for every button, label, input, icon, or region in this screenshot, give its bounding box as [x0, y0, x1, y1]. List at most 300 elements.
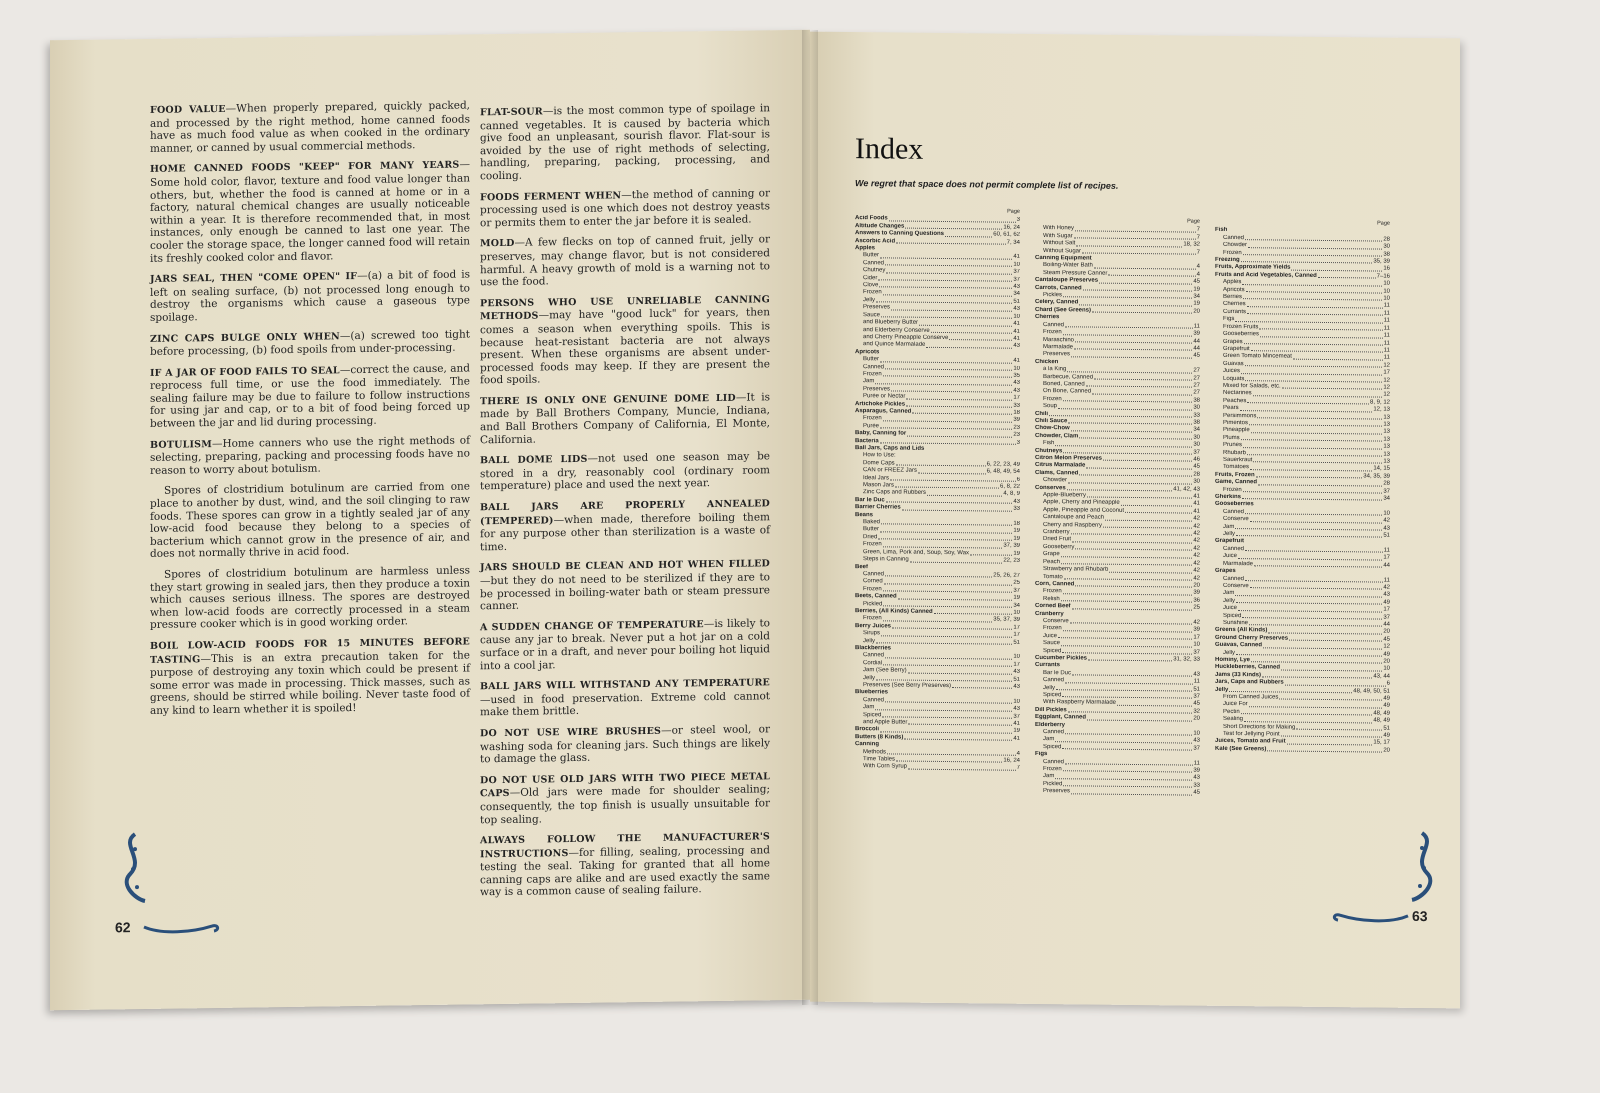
dot-leader [1075, 544, 1192, 551]
index-entry-term: Rhubarb [1223, 449, 1247, 456]
index-entry-pages: 4 [1016, 750, 1020, 757]
index-entry-pages: 19 [1193, 301, 1200, 308]
dot-leader [1065, 322, 1193, 329]
dot-leader [1229, 687, 1352, 694]
paragraph-text: Spores of clostridium botulinum are harmless unless they start growing in sealed jars, then they produce a toxin which causes serious illness. The spores are destroyed when low-acid foods are correctly processed in a steam pressure cooker which is in good working order. [150, 564, 470, 632]
index-entry-pages: 10 [1383, 280, 1390, 287]
index-entry-term: Guavas, Canned [1215, 641, 1263, 649]
index-entry-pages: 22, 23 [1003, 557, 1020, 564]
dot-leader [1061, 559, 1192, 566]
index-entry-pages: 34 [1013, 291, 1020, 298]
dot-leader [1242, 494, 1382, 501]
index-column-3 [1215, 219, 1390, 755]
index-entry-pages: 11 [1383, 547, 1390, 554]
dot-leader [906, 401, 1012, 408]
index-entry-term: Peaches [1223, 397, 1247, 404]
index-entry-pages: 13 [1383, 443, 1390, 450]
index-entry-term: Mason Jars [863, 482, 895, 489]
index-entry-term: Beets, Canned [855, 593, 897, 600]
index-entry-pages: 12 [1383, 377, 1390, 384]
index-entry-term: Jelly [1043, 684, 1056, 691]
index-entry-pages: 43 [1013, 683, 1020, 690]
index-entry-term: Beans [855, 511, 874, 518]
index-entry-pages: 43 [1383, 525, 1390, 532]
dot-leader [1238, 605, 1382, 612]
index-entry-pages: 25, 26, 27 [993, 572, 1020, 579]
index-entry-term: Juice For [1223, 701, 1248, 708]
index-entry-term: Elderberry [1035, 721, 1066, 728]
index-entry-term: Jelly [863, 297, 876, 304]
index-entry-pages: 17 [1383, 554, 1390, 561]
index-entry-term: Preserves [863, 304, 891, 311]
index-entry-term: Grapefruit [1215, 538, 1245, 545]
dot-leader [1063, 396, 1193, 403]
index-entry-term: Ideal Jars [863, 474, 890, 482]
index-entry-pages: 37 [1383, 488, 1390, 495]
index-entry-term: Canning Equipment [1035, 254, 1092, 262]
index-entry [1215, 746, 1390, 755]
paragraph-text: —used in food preservation. Extreme cold cannot make them brittle. [480, 690, 770, 719]
index-entry-pages: 10 [1383, 288, 1390, 295]
index-entry-pages: 33 [1193, 782, 1200, 789]
index-entry-pages: 37 [1193, 745, 1200, 752]
index-entry-term: Test for Jellying Point [1223, 730, 1280, 738]
index-entry-pages: 45 [1193, 352, 1200, 359]
index-entry-term: From Canned Juices [1223, 693, 1279, 701]
dot-leader [1241, 435, 1383, 442]
paragraph-text: —but they do not need to be sterilized if they are to be processed in boiling-water bath or steam pressure canner. [480, 571, 770, 613]
index-entry-term: Frozen [863, 371, 882, 378]
paragraph [150, 362, 470, 430]
index-entry-term: Zinc Caps and Rubbers [863, 489, 927, 497]
index-entry-pages: 10 [1013, 609, 1020, 616]
page-column-header: Page [1007, 208, 1020, 215]
index-entry-pages: 32 [1193, 708, 1200, 715]
dot-leader [1281, 665, 1382, 671]
index-title: Index [855, 132, 924, 166]
index-entry-pages: 42 [1383, 584, 1390, 591]
dot-leader [1062, 692, 1192, 699]
dot-leader [879, 282, 1012, 289]
dot-leader [882, 712, 1012, 719]
paragraph-keyword: PERSONS WHO USE UNRELIABLE CANNING METHODS [480, 293, 770, 323]
index-entry-term: Jelly [863, 637, 876, 644]
index-entry-term: Canned [863, 571, 885, 578]
index-entry-term: Soup [1043, 403, 1058, 410]
index-entry-term: Berries, (All Kinds) Canned [855, 608, 933, 615]
index-entry-term: CAN or FREEZ Jars [863, 467, 918, 474]
index-entry-term: Apple-Blueberry [1043, 492, 1087, 499]
index-entry-term: Chowder [1223, 242, 1248, 249]
left-column-2 [480, 102, 770, 907]
index-entry-pages: 43 [1013, 387, 1020, 394]
index-entry-pages: 27 [1193, 367, 1200, 374]
paragraph-text: —Home canners who use the right methods of selecting, preparing, packing and processing foods have no reason to worry about botulism. [150, 434, 470, 477]
index-entry-pages: 43 [1013, 283, 1020, 290]
dot-leader [1279, 695, 1382, 701]
paragraph [480, 617, 770, 672]
index-entry-term: Ascorbic Acid [855, 237, 896, 245]
paragraph-text: —This is an extra precaution taken for the purpose of destroying any toxin which could be present if some error was made in processing. Thick masses, such as greens, should be stirred while boiling. Never taste food of any kind to learn whether it is spoiled! [150, 649, 470, 717]
dot-leader [883, 616, 993, 623]
index-entry-pages: 10 [1013, 698, 1020, 705]
dot-leader [1245, 509, 1382, 516]
index-entry-term: Without Sugar [1043, 247, 1082, 255]
index-entry-pages: 25 [1193, 604, 1200, 611]
index-entry-pages: 49 [1383, 695, 1390, 702]
index-entry-term: Apple, Pineapple and Coconut [1043, 506, 1125, 514]
index-entry-pages: 38 [1193, 397, 1200, 404]
dot-leader [931, 327, 1013, 333]
index-entry-pages: 33 [1013, 402, 1020, 409]
index-entry-term: Maraschino [1043, 336, 1075, 343]
index-entry-pages: 10 [1383, 665, 1390, 673]
index-entry-pages: 37 [1013, 268, 1020, 276]
dot-leader [1055, 440, 1192, 447]
index-entry-pages: 7 [1196, 234, 1200, 241]
paragraph-text: —Old jars were made for shoulder sealing; consequently, the top finish is usually unsuitable for top sealing. [480, 783, 770, 826]
index-entry-pages: 49 [1383, 703, 1390, 710]
dot-leader [1071, 426, 1193, 433]
index-entry-term: Preserves [863, 385, 891, 393]
index-entry-term: Clove [863, 282, 879, 289]
dot-leader [885, 260, 1012, 267]
index-entry-pages: 10 [1013, 365, 1020, 372]
index-entry-pages: 44 [1383, 621, 1390, 628]
dot-leader [885, 697, 1012, 704]
index-entry-term: Sauce [1043, 640, 1061, 647]
dot-leader [1246, 287, 1383, 294]
index-entry-term: Jelly [1215, 686, 1229, 693]
dot-leader [1268, 628, 1382, 635]
index-entry-term: Sauce [863, 311, 881, 319]
paragraph-text: —It is made by Ball Brothers Company, Muncie, Indiana, and Ball Brothers Company of California, El Monte, California. [480, 391, 771, 446]
index-column-1 [855, 207, 1020, 773]
index-entry-pages: 39 [1193, 589, 1200, 596]
dot-leader [1262, 672, 1372, 679]
dot-leader [1293, 354, 1383, 360]
dot-leader [1061, 552, 1193, 559]
index-entry-term: Bacteria [855, 437, 879, 444]
index-entry-pages: 6 [1386, 680, 1390, 687]
index-entry-pages: 13 [1383, 428, 1390, 436]
index-entry-pages: 4 [1196, 264, 1200, 271]
dot-leader [875, 379, 1012, 386]
index-entry-term: Fish [1043, 440, 1055, 447]
index-entry-term: Marmalade [1223, 560, 1254, 567]
dot-leader [881, 312, 1012, 319]
dot-leader [1067, 485, 1173, 492]
paragraph-keyword: FLAT-SOUR [480, 106, 543, 119]
dot-leader [1318, 273, 1376, 279]
dot-leader [896, 757, 1002, 764]
dot-leader [1075, 226, 1196, 233]
index-entry-term: Nectarines [1223, 390, 1252, 397]
index-entry-term: With Corn Syrup [863, 763, 908, 771]
index-entry-pages: 11 [1193, 323, 1200, 330]
index-entry-term: Clams, Canned [1035, 469, 1079, 477]
dot-leader [883, 586, 1013, 593]
index-entry-pages: 13 [1383, 458, 1390, 465]
index-entry-pages: 16, 24 [1003, 224, 1020, 231]
dot-leader [880, 423, 1012, 430]
index-entry-pages: 11 [1383, 332, 1390, 339]
index-entry-term: Frozen [1223, 486, 1242, 493]
dot-leader [880, 727, 1012, 734]
dot-leader [881, 519, 1012, 526]
index-entry-term: Dried [863, 534, 878, 541]
dot-leader [1253, 391, 1383, 398]
index-entry-pages: 11 [1383, 354, 1390, 361]
dot-leader [1061, 596, 1193, 603]
paragraph-text: —when made, therefore boiling them for any purpose other than sterilization is a waste of time. [480, 510, 770, 554]
index-entry-term: Purée [863, 422, 880, 430]
dot-leader [945, 231, 992, 237]
index-entry-pages: 41 [1193, 508, 1200, 515]
index-entry-pages: 19 [1013, 535, 1020, 542]
open-booklet [50, 35, 1460, 1005]
index-entry-term: Blackberries [855, 645, 892, 652]
index-entry-term: and Elderberry Conserve [863, 326, 930, 334]
dot-leader [1071, 789, 1192, 796]
index-entry-term: Jam [1043, 736, 1055, 743]
index-entry-pages: 37 [1013, 587, 1020, 594]
index-entry-pages: 6, 22, 23, 49 [986, 461, 1020, 468]
index-entry-pages: 28 [1193, 471, 1200, 478]
index-entry-pages: 11 [1383, 310, 1390, 317]
index-entry-term: Cucumber Pickles [1035, 654, 1088, 662]
index-entry-pages: 20 [1383, 658, 1390, 665]
index-entry-pages: 34 [1013, 602, 1020, 609]
index-entry-term: Without Salt [1043, 240, 1076, 247]
dot-leader [1235, 590, 1382, 597]
index-entry-pages: 45 [1193, 278, 1200, 285]
dot-leader [880, 253, 1012, 260]
index-entry-term: Jam [1043, 773, 1055, 780]
index-entry-pages: 51 [1013, 298, 1020, 305]
index-entry-term: Fruits, Frozen [1215, 471, 1255, 479]
dot-leader [1063, 781, 1192, 788]
dot-leader [875, 704, 1012, 711]
dot-leader [1079, 433, 1192, 440]
paragraph [150, 159, 470, 265]
index-entry-term: Steps in Canning [863, 556, 909, 563]
dot-leader [1244, 339, 1383, 346]
index-entry-term: Canning [855, 741, 879, 748]
index-entry-term: Bar le Duc [855, 496, 885, 504]
spine-gutter [802, 30, 818, 1005]
index-entry-pages: 41 [1013, 357, 1020, 364]
paragraph [150, 434, 470, 477]
index-entry-term: Conserves [1035, 484, 1066, 491]
dot-leader [908, 720, 1012, 726]
index-entry-term: Jam [1223, 523, 1235, 530]
paragraph-text: Spores of clostridium botulinum are carried from one place to another by dust, wind, and the soil clinging to raw foods. These spores can grow in a tightly sealed jar of any low-acid food because they belong to a species of bacterium which cannot grow in the presence of air, and does not normally thrive in acid food. [150, 480, 470, 561]
index-entry-pages: 18 [1013, 409, 1020, 416]
index-entry-pages: 45 [1193, 464, 1200, 471]
index-entry-term: Baked [863, 519, 881, 526]
index-entry-term: Ball Jars, Caps and Lids [855, 445, 925, 452]
index-entry-pages: 37 [1193, 693, 1200, 700]
paragraph-text: —for filling, sealing, processing and testing the seal. Taking for granted that all home canning caps are alike and are used exactly the same way is a common cause of sealing failure. [480, 843, 770, 899]
left-page [50, 30, 810, 1011]
index-entry-pages: 43 [1013, 668, 1020, 675]
index-entry-pages: 20 [1193, 308, 1200, 315]
index-entry-term: Corn, Canned [1035, 580, 1075, 588]
index-entry-term: Juices [1223, 368, 1241, 375]
index-entry-pages: 44 [1193, 338, 1200, 345]
index-entry-term: Preserves [1043, 351, 1071, 358]
index-entry-term: Marmalade [1043, 343, 1074, 351]
dot-leader [1063, 329, 1193, 336]
index-entry-pages: 45 [1193, 701, 1200, 708]
index-entry-pages: 49 [1383, 599, 1390, 606]
index-entry-term: Tomatoes [1223, 464, 1250, 471]
index-entry-term: Relish [1043, 595, 1060, 602]
index-entry-pages: 49 [1383, 651, 1390, 658]
index-entry-pages: 11 [1193, 760, 1200, 767]
dot-leader [1242, 613, 1382, 620]
index-entry-pages: 37, 39 [1003, 542, 1020, 550]
dot-leader [1103, 522, 1192, 528]
dot-leader [1249, 620, 1382, 627]
index-entry-term: Spiced [1043, 692, 1062, 699]
dot-leader [1285, 680, 1386, 686]
index-entry-term: Methods [863, 748, 887, 756]
index-entry-pages: 42 [1193, 560, 1200, 567]
dot-leader [885, 653, 1012, 660]
page-column-header: Page [1187, 218, 1200, 225]
index-entry-term: Currants [1223, 308, 1247, 316]
index-entry-term: Preserves (See Berry Preserves) [863, 682, 952, 690]
dot-leader [1291, 265, 1382, 271]
decorative-swash-icon [1330, 909, 1410, 926]
dot-leader [1251, 346, 1383, 353]
index-entry-term: Peach [1043, 558, 1061, 565]
index-entry-term: Pickled [1043, 780, 1063, 788]
index-entry-pages: 27 [1193, 382, 1200, 389]
paragraph [480, 187, 770, 230]
index-entry-term: Boned, Canned [1043, 380, 1085, 388]
dot-leader [886, 268, 1012, 275]
dot-leader [1249, 702, 1383, 709]
dot-leader [1079, 300, 1192, 307]
index-entry-term: Frozen Fruits [1223, 323, 1259, 330]
index-entry-pages: 34, 35, 39 [1363, 473, 1390, 480]
index-entry-pages: 35, 37, 39 [993, 616, 1020, 624]
index-entry-pages: 48, 49 [1373, 717, 1390, 724]
index-entry-term: Beef [855, 563, 869, 570]
index-entry-pages: 19 [1013, 550, 1020, 557]
paragraph-text: —(a) a bit of food is left on sealing surface, (b) not processed long enough to destroy the organisms which cause a gaseous type spoilage. [150, 268, 470, 324]
index-entry-pages: 23 [1013, 424, 1020, 431]
index-entry [1035, 788, 1200, 797]
index-entry-term: and Cherry Pineapple Conserve [863, 334, 949, 341]
index-entry-pages: 43 [1013, 498, 1020, 505]
dot-leader [1249, 420, 1382, 427]
index-entry-pages: 11 [1383, 340, 1390, 347]
index-entry-pages: 30 [1193, 434, 1200, 441]
page-number: 62 [115, 919, 131, 936]
index-entry-term: Jam [863, 704, 875, 711]
index-entry-term: Prunes [1223, 442, 1243, 449]
index-entry-pages: 20 [1383, 747, 1390, 754]
index-entry-pages: 43, 44 [1373, 673, 1390, 680]
index-entry-pages: 37 [1193, 649, 1200, 656]
dot-leader [1062, 744, 1192, 751]
index-entry-pages: 51 [1013, 676, 1020, 683]
dot-leader [1263, 642, 1382, 649]
index-entry-term: Canned [863, 696, 885, 704]
index-entry-pages: 13 [1383, 414, 1390, 421]
index-entry-pages: 39 [1193, 767, 1200, 774]
page-column-header: Page [1377, 220, 1390, 227]
index-entry-term: Jam [863, 378, 875, 385]
index-entry-term: Grapes [1223, 338, 1243, 345]
dot-leader [890, 475, 1016, 482]
index-entry-term: Apples [855, 245, 876, 252]
index-entry-pages: 34 [1193, 426, 1200, 434]
index-entry-pages: 41 [1013, 320, 1020, 327]
dot-leader [1055, 737, 1192, 744]
paragraph-keyword: JARS SHOULD BE CLEAN AND HOT WHEN FILLED [480, 558, 770, 574]
index-entry-pages: 11 [1383, 577, 1390, 584]
dot-leader [898, 594, 1013, 601]
index-entry-term: Frozen [863, 585, 882, 593]
index-entry-term: Chard (See Greens) [1035, 306, 1092, 314]
dot-leader [1072, 670, 1192, 677]
index-entry-pages: 10 [1013, 261, 1020, 268]
dot-leader [1065, 677, 1193, 684]
index-entry-pages: 35 [1013, 372, 1020, 379]
index-entry-term: On Bone, Canned [1043, 388, 1092, 395]
index-entry-term: Cranberry [1035, 610, 1064, 617]
paragraph [480, 234, 770, 289]
index-entry-term: Cordial [863, 659, 883, 667]
index-entry-term: Sauerkraut [1223, 456, 1253, 464]
index-entry-pages: 23 [1013, 431, 1020, 438]
paragraph [150, 99, 470, 155]
index-entry-pages: 7 [1196, 227, 1200, 234]
index-entry-pages: 51 [1383, 725, 1390, 732]
index-entry-term: Barrier Cherries [855, 504, 901, 511]
index-entry-pages: 41 [1013, 328, 1020, 335]
index-entry-term: Canned [1043, 321, 1065, 328]
index-entry-term: Strawberry and Rhubarb [1043, 566, 1109, 573]
paragraph-text: —(a) screwed too tight before processing, (b) food spoils from under-processing. [150, 327, 470, 359]
index-entry-pages: 19 [1013, 528, 1020, 535]
index-entry-term: Berry Juices [855, 622, 892, 630]
dot-leader [1086, 463, 1192, 470]
dot-leader [1072, 603, 1193, 610]
paragraph-keyword: DO NOT USE WIRE BRUSHES [480, 725, 662, 740]
dot-leader [883, 601, 1012, 608]
paragraph-keyword: BALL DOME LIDS [480, 454, 588, 467]
index-entry-term: Frozen [863, 289, 882, 296]
dot-leader [1092, 307, 1192, 313]
paragraph-keyword: FOOD VALUE [150, 103, 226, 116]
dot-leader [1121, 500, 1193, 506]
index-entry-term: Jam [1223, 590, 1235, 597]
index-entry-term: Time Tables [863, 756, 896, 763]
index-entry-pages: 11 [1383, 347, 1390, 354]
index-entry-term: Apple, Cherry and Pineapple [1043, 499, 1120, 507]
dot-leader [1092, 389, 1192, 395]
dot-leader [891, 386, 1012, 393]
dot-leader [1247, 302, 1383, 309]
dot-leader [1240, 405, 1373, 412]
index-entry-term: Chowder, Clam [1035, 432, 1079, 440]
